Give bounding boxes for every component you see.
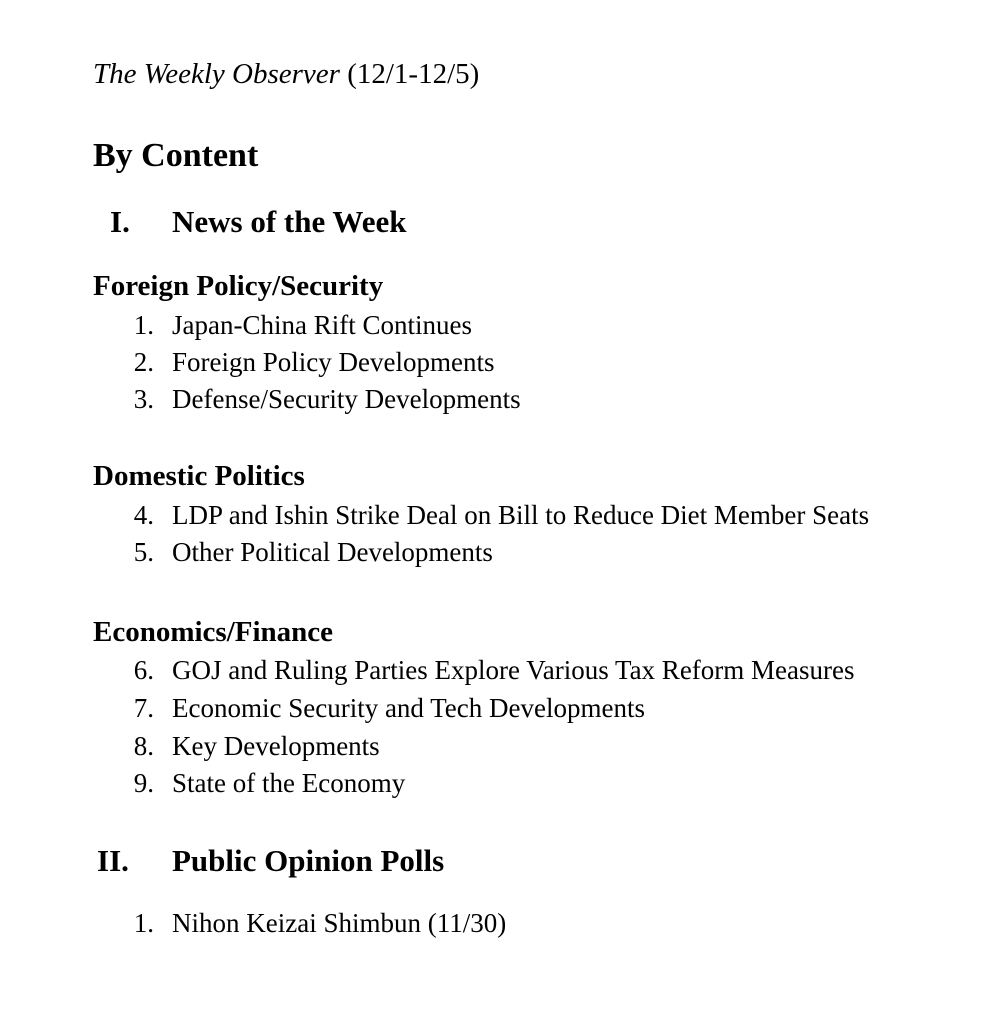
list-item-number: 8. [133,731,154,761]
list-item-number: 1. [133,310,154,340]
list-item: Key Developments [172,731,380,761]
group-heading: Domestic Politics [93,460,305,492]
section-numeral: I. [110,204,130,239]
list-item: Nihon Keizai Shimbun (11/30) [172,908,507,938]
list-item: Japan-China Rift Continues [172,310,472,340]
list-item: Economic Security and Tech Developments [172,693,645,723]
group-heading: Foreign Policy/Security [93,270,384,302]
publication-name: The Weekly Observer [93,58,340,90]
list-item-number: 9. [133,768,154,798]
list-item: Other Political Developments [172,537,493,567]
section-title: News of the Week [172,204,407,239]
list-item-number: 3. [133,384,154,414]
list-item: Foreign Policy Developments [172,347,495,377]
publication-header [93,56,479,92]
list-item-number: 2. [133,347,154,377]
list-item-number: 7. [133,693,154,723]
section-numeral: II. [97,843,129,878]
list-item-number: 5. [133,537,154,567]
group-heading: Economics/Finance [93,616,334,648]
list-item-number: 4. [133,500,154,530]
list-item: Defense/Security Developments [172,384,521,414]
list-item: LDP and Ishin Strike Deal on Bill to Reduce Diet Member Seats [172,500,870,530]
list-item: State of the Economy [172,768,406,798]
date-range: (12/1-12/5) [347,58,480,90]
list-item-number: 6. [133,655,154,685]
list-item-number: 1. [133,908,154,938]
list-item: GOJ and Ruling Parties Explore Various Tax Reform Measures [172,655,855,685]
section-title: Public Opinion Polls [172,843,445,878]
page-title: By Content [93,137,259,174]
